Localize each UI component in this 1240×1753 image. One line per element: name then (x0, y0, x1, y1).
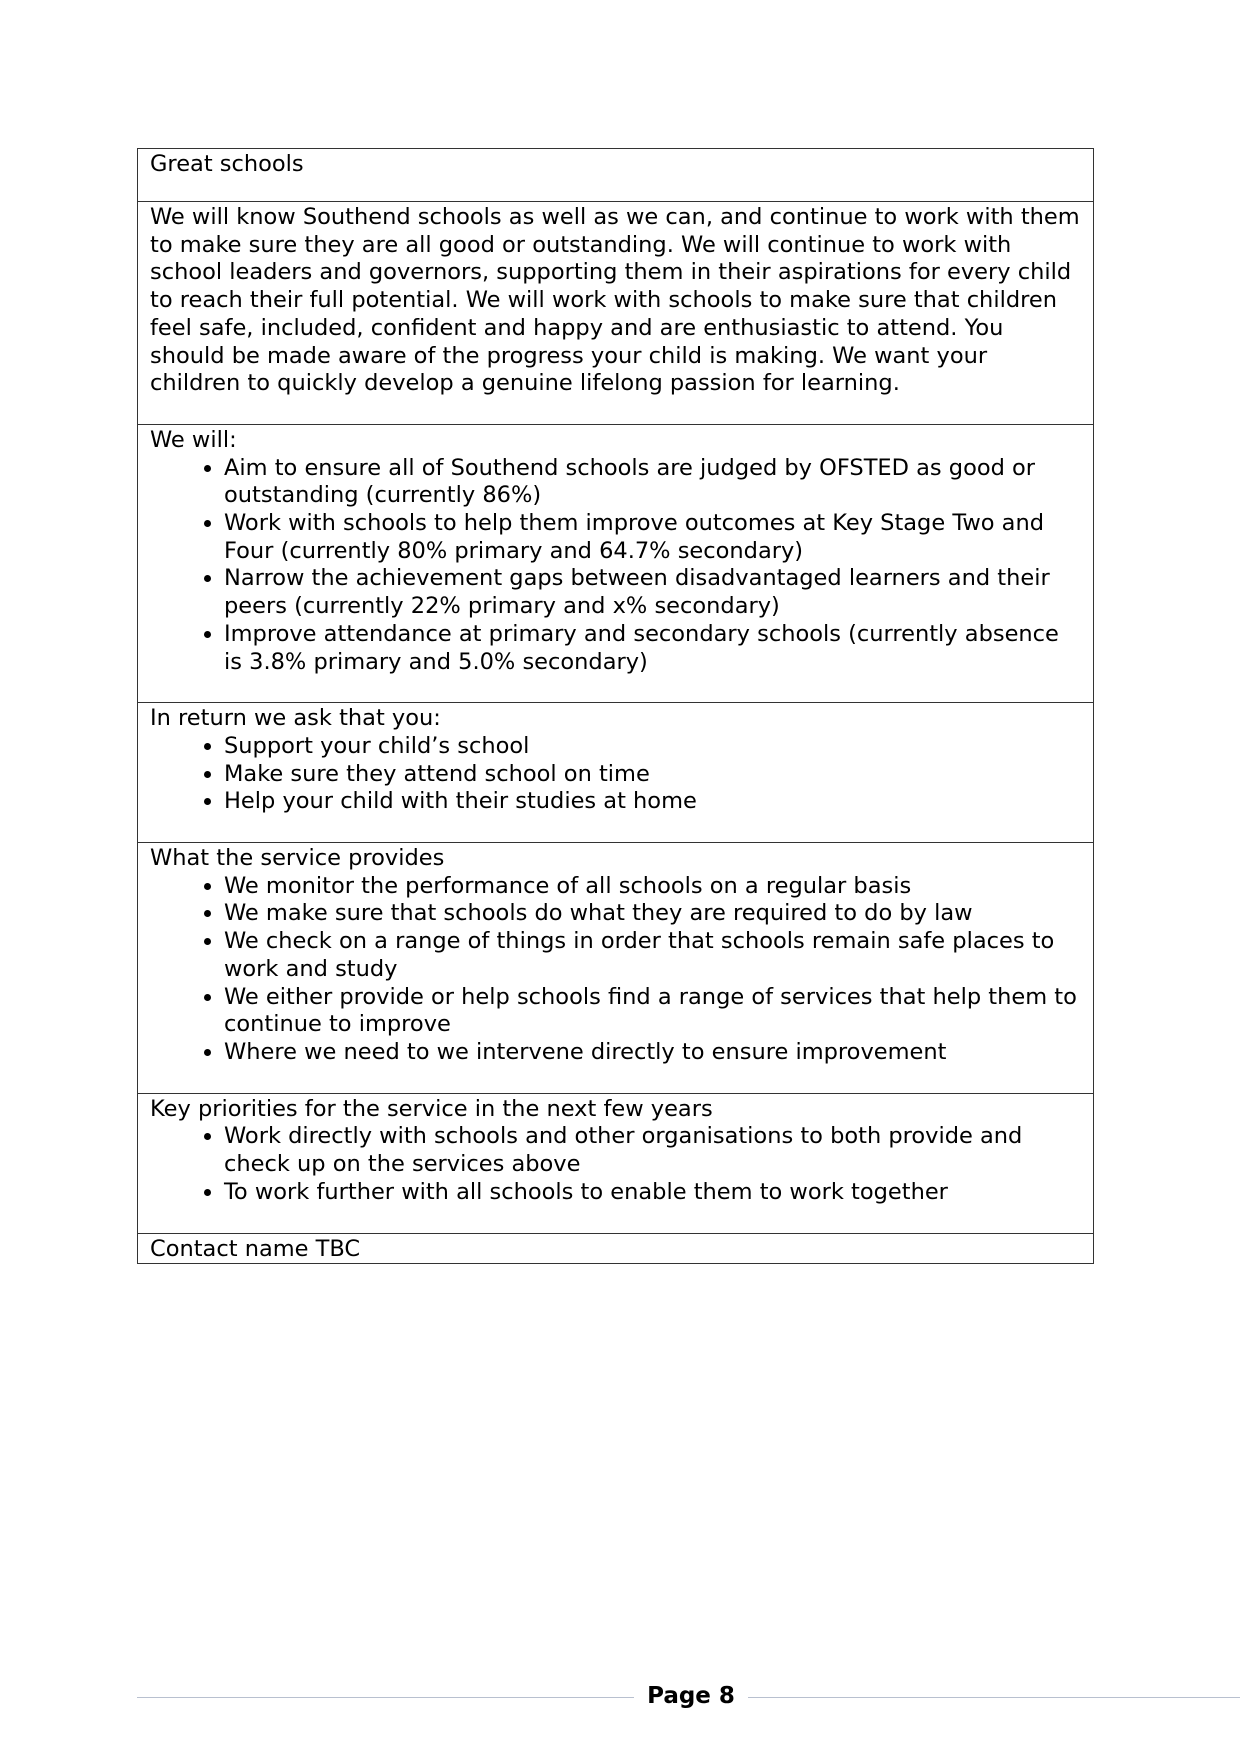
we-will-list (150, 455, 1081, 677)
list-item: • We check on a range of things in order that schools remain safe places to work and study (224, 928, 1081, 983)
in-return-heading: In return we ask that you: (150, 705, 441, 732)
in-return-list (150, 733, 1081, 816)
key-priorities-section (138, 1093, 1094, 1233)
list-item: • Narrow the achievement gaps between disadvantaged learners and their peers (currently 22% primary and x% secondary) (224, 565, 1081, 620)
we-will-heading: We will: (150, 426, 237, 453)
service-provides-section (138, 843, 1094, 1094)
list-item: • Help your child with their studies at home (224, 788, 1081, 816)
intro-paragraph: We will know Southend schools as well as we can, and continue to work with them to make sure they are all good or outstanding. We will continue to work with school leaders and governors, supporting them in their aspirations for every child to reach their full potential. We will work with schools to make sure that children feel safe, included, confident and happy and are enthusiastic to attend. You should be made aware of the progress your child is making. We want your children to quickly develop a genuine lifelong passion for learning. (138, 202, 1094, 425)
list-item: • Work with schools to help them improve outcomes at Key Stage Two and Four (currently 80% primary and 64.7% secondary) (224, 510, 1081, 565)
list-item: • To work further with all schools to enable them to work together (224, 1179, 1081, 1207)
service-info-table (137, 148, 1094, 1264)
list-item: • Aim to ensure all of Southend schools are judged by OFSTED as good or outstanding (currently 86%) (224, 455, 1081, 510)
list-item: • Improve attendance at primary and secondary schools (currently absence is 3.8% primary and 5.0% secondary) (224, 621, 1081, 676)
key-priorities-list (150, 1123, 1081, 1206)
in-return-section (138, 703, 1094, 843)
list-item: • Where we need to we intervene directly to ensure improvement (224, 1039, 1081, 1067)
service-provides-list (150, 873, 1081, 1067)
list-item: • We monitor the performance of all schools on a regular basis (224, 873, 1081, 901)
list-item: • We either provide or help schools find a range of services that help them to continue to improve (224, 984, 1081, 1039)
list-item: • Work directly with schools and other organisations to both provide and check up on the services above (224, 1123, 1081, 1178)
contact-name: Contact name TBC (138, 1233, 1094, 1264)
list-item: • Make sure they attend school on time (224, 761, 1081, 789)
list-item: • We make sure that schools do what they are required to do by law (224, 900, 1081, 928)
footer-rule-right (748, 1697, 1240, 1698)
page-number: Page 8 (647, 1683, 735, 1709)
service-provides-heading: What the service provides (150, 845, 445, 872)
key-priorities-heading: Key priorities for the service in the next few years (150, 1095, 713, 1122)
footer-rule-left (137, 1697, 634, 1698)
section-title: Great schools (138, 149, 1094, 202)
we-will-section (138, 424, 1094, 702)
list-item: • Support your child’s school (224, 733, 1081, 761)
